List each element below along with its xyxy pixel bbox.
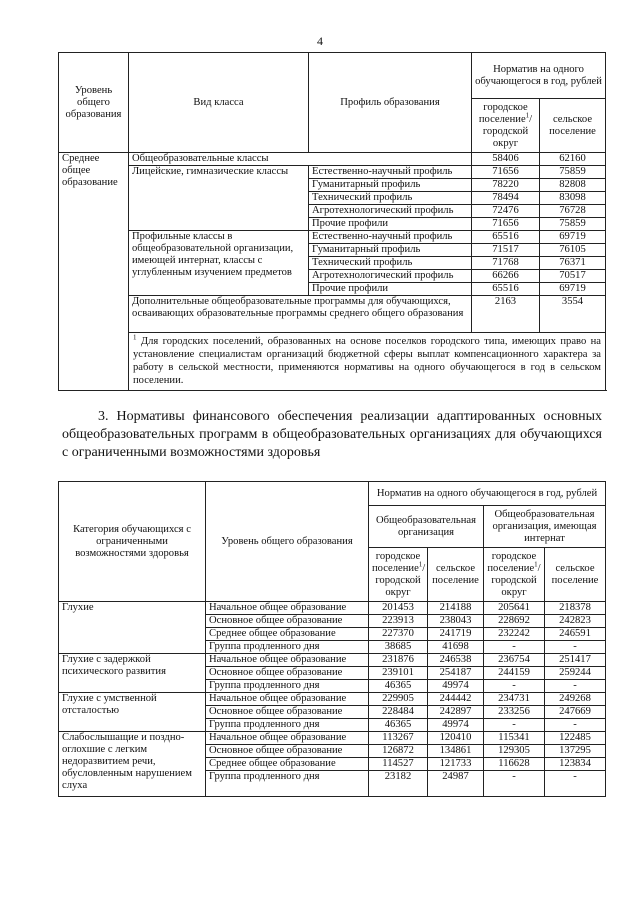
- level-cell: Основное общее образование: [206, 615, 369, 628]
- profile-cell: Прочие профили: [309, 218, 472, 231]
- category-cell: Слабослышащие и поздно-оглохшие с легким недоразвитием речи, обусловленным нарушением слуха: [59, 732, 206, 797]
- level-cell: Группа продленного дня: [206, 680, 369, 693]
- value-cell: 236754: [484, 654, 545, 667]
- level-cell: Основное общее образование: [206, 667, 369, 680]
- value-cell: 228692: [484, 615, 545, 628]
- value-cell: 41698: [428, 641, 484, 654]
- value-cell: 46365: [369, 719, 428, 732]
- profile-cell: Естественно-научный профиль: [309, 166, 472, 179]
- value-cell: -: [545, 680, 606, 693]
- row-additional-label: Дополнительные общеобразовательные программы для обучающихся, осваивающих образовательные программы среднего общего образования: [129, 296, 472, 333]
- level-cell: Основное общее образование: [206, 706, 369, 719]
- row-general-label: Общеобразовательные классы: [129, 153, 472, 166]
- value-cell: 123834: [545, 758, 606, 771]
- value-cell: 46365: [369, 680, 428, 693]
- value-cell: -: [545, 641, 606, 654]
- level-cell: Группа продленного дня: [206, 771, 369, 797]
- value-cell: 113267: [369, 732, 428, 745]
- level-cell: Начальное общее образование: [206, 693, 369, 706]
- value-cell: 2163: [472, 296, 540, 333]
- value-cell: 23182: [369, 771, 428, 797]
- value-cell: 259244: [545, 667, 606, 680]
- row-lyceum-label: Лицейские, гимназические классы: [129, 166, 309, 231]
- profile-cell: Технический профиль: [309, 192, 472, 205]
- value-cell: -: [484, 680, 545, 693]
- header-category: Категория обучающихся с ограниченными возможностями здоровья: [59, 482, 206, 602]
- value-cell: 246591: [545, 628, 606, 641]
- value-cell: 78220: [472, 179, 540, 192]
- value-cell: 134861: [428, 745, 484, 758]
- value-cell: 231876: [369, 654, 428, 667]
- header-org-boarding: Общеобразовательная организация, имеющая интернат: [484, 506, 606, 548]
- value-cell: 242823: [545, 615, 606, 628]
- level-cell: Начальное общее образование: [206, 654, 369, 667]
- value-cell: 116628: [484, 758, 545, 771]
- header-rural: сельское поселение: [540, 99, 606, 153]
- value-cell: 122485: [545, 732, 606, 745]
- header-urban: городское поселение$^1$/ городской округ: [369, 548, 428, 602]
- value-cell: 242897: [428, 706, 484, 719]
- profile-cell: Гуманитарный профиль: [309, 244, 472, 257]
- value-cell: 244442: [428, 693, 484, 706]
- value-cell: 229905: [369, 693, 428, 706]
- value-cell: 72476: [472, 205, 540, 218]
- standards-table-disabilities: [58, 481, 606, 797]
- value-cell: 227370: [369, 628, 428, 641]
- value-cell: 218378: [545, 602, 606, 615]
- value-cell: 3554: [540, 296, 606, 333]
- header-norm: Норматив на одного обучающегося в год, рублей: [472, 53, 606, 99]
- value-cell: -: [484, 641, 545, 654]
- value-cell: 76371: [540, 257, 606, 270]
- value-cell: 249268: [545, 693, 606, 706]
- value-cell: 83098: [540, 192, 606, 205]
- header-urban: городское поселение$^1$/ городской округ: [472, 99, 540, 153]
- level-cell: Основное общее образование: [206, 745, 369, 758]
- value-cell: 49974: [428, 719, 484, 732]
- value-cell: 69719: [540, 283, 606, 296]
- header-class-type: Вид класса: [129, 53, 309, 153]
- header-urban-boarding: городское поселение$^1$/ городской округ: [484, 548, 545, 602]
- value-cell: -: [545, 719, 606, 732]
- header-norm: Норматив на одного обучающегося в год, рублей: [369, 482, 606, 506]
- value-cell: 75859: [540, 166, 606, 179]
- profile-cell: Гуманитарный профиль: [309, 179, 472, 192]
- value-cell: 228484: [369, 706, 428, 719]
- value-cell: 233256: [484, 706, 545, 719]
- value-cell: 24987: [428, 771, 484, 797]
- value-cell: 114527: [369, 758, 428, 771]
- value-cell: 129305: [484, 745, 545, 758]
- value-cell: 126872: [369, 745, 428, 758]
- category-cell: Глухие с умственной отсталостью: [59, 693, 206, 732]
- header-level: Уровень общего образования: [59, 53, 129, 153]
- value-cell: 244159: [484, 667, 545, 680]
- footnote: $^1$ Для городских поселений, образованных на основе поселков городского типа, имеющих право на установление специалистам организаций бюджетной сферы выплат компенсационного характера за работу в сельской местности, применяются нормативы на одного обучающегося в год в сельском поселении.: [129, 333, 606, 391]
- value-cell: 247669: [545, 706, 606, 719]
- value-cell: 246538: [428, 654, 484, 667]
- value-cell: -: [484, 771, 545, 797]
- value-cell: 115341: [484, 732, 545, 745]
- value-cell: 241719: [428, 628, 484, 641]
- value-cell: 76728: [540, 205, 606, 218]
- value-cell: 71768: [472, 257, 540, 270]
- header-level: Уровень общего образования: [206, 482, 369, 602]
- value-cell: 234731: [484, 693, 545, 706]
- profile-cell: Естественно-научный профиль: [309, 231, 472, 244]
- value-cell: 65516: [472, 231, 540, 244]
- level-cell: Среднее общее образование: [206, 758, 369, 771]
- value-cell: 201453: [369, 602, 428, 615]
- value-cell: -: [545, 771, 606, 797]
- value-cell: 205641: [484, 602, 545, 615]
- level-secondary: Среднее общее образование: [59, 153, 129, 391]
- header-org: Общеобразовательная организация: [369, 506, 484, 548]
- profile-cell: Технический профиль: [309, 257, 472, 270]
- level-cell: Группа продленного дня: [206, 641, 369, 654]
- level-cell: Начальное общее образование: [206, 602, 369, 615]
- value-cell: 38685: [369, 641, 428, 654]
- value-cell: 251417: [545, 654, 606, 667]
- value-cell: 121733: [428, 758, 484, 771]
- page-number: 4: [317, 34, 323, 48]
- value-cell: 214188: [428, 602, 484, 615]
- standards-table-secondary: [58, 52, 606, 391]
- section-heading: 3. Нормативы финансового обеспечения реализации адаптированных основных общеобразовательных программ в общеобразовательных организациях для обучающихся с ограниченными возможностями здоровья: [62, 409, 602, 460]
- value-cell: 120410: [428, 732, 484, 745]
- category-cell: Глухие: [59, 602, 206, 654]
- level-cell: Группа продленного дня: [206, 719, 369, 732]
- profile-cell: Агротехнологический профиль: [309, 205, 472, 218]
- value-cell: 75859: [540, 218, 606, 231]
- value-cell: -: [484, 719, 545, 732]
- value-cell: 71656: [472, 166, 540, 179]
- value-cell: 239101: [369, 667, 428, 680]
- profile-cell: Прочие профили: [309, 283, 472, 296]
- value-cell: 238043: [428, 615, 484, 628]
- value-cell: 232242: [484, 628, 545, 641]
- value-cell: 65516: [472, 283, 540, 296]
- value-cell: 62160: [540, 153, 606, 166]
- level-cell: Начальное общее образование: [206, 732, 369, 745]
- profile-cell: Агротехнологический профиль: [309, 270, 472, 283]
- value-cell: 82808: [540, 179, 606, 192]
- value-cell: 71517: [472, 244, 540, 257]
- value-cell: 66266: [472, 270, 540, 283]
- value-cell: 69719: [540, 231, 606, 244]
- value-cell: 76105: [540, 244, 606, 257]
- header-rural-boarding: сельское поселение: [545, 548, 606, 602]
- value-cell: 58406: [472, 153, 540, 166]
- header-profile: Профиль образования: [309, 53, 472, 153]
- value-cell: 223913: [369, 615, 428, 628]
- value-cell: 70517: [540, 270, 606, 283]
- header-rural: сельское поселение: [428, 548, 484, 602]
- value-cell: 254187: [428, 667, 484, 680]
- value-cell: 49974: [428, 680, 484, 693]
- row-profile-classes-label: Профильные классы в общеобразовательной организации, имеющей интернат, классы с углубленным изучением предметов: [129, 231, 309, 296]
- value-cell: 78494: [472, 192, 540, 205]
- value-cell: 71656: [472, 218, 540, 231]
- level-cell: Среднее общее образование: [206, 628, 369, 641]
- value-cell: 137295: [545, 745, 606, 758]
- category-cell: Глухие с задержкой психического развития: [59, 654, 206, 693]
